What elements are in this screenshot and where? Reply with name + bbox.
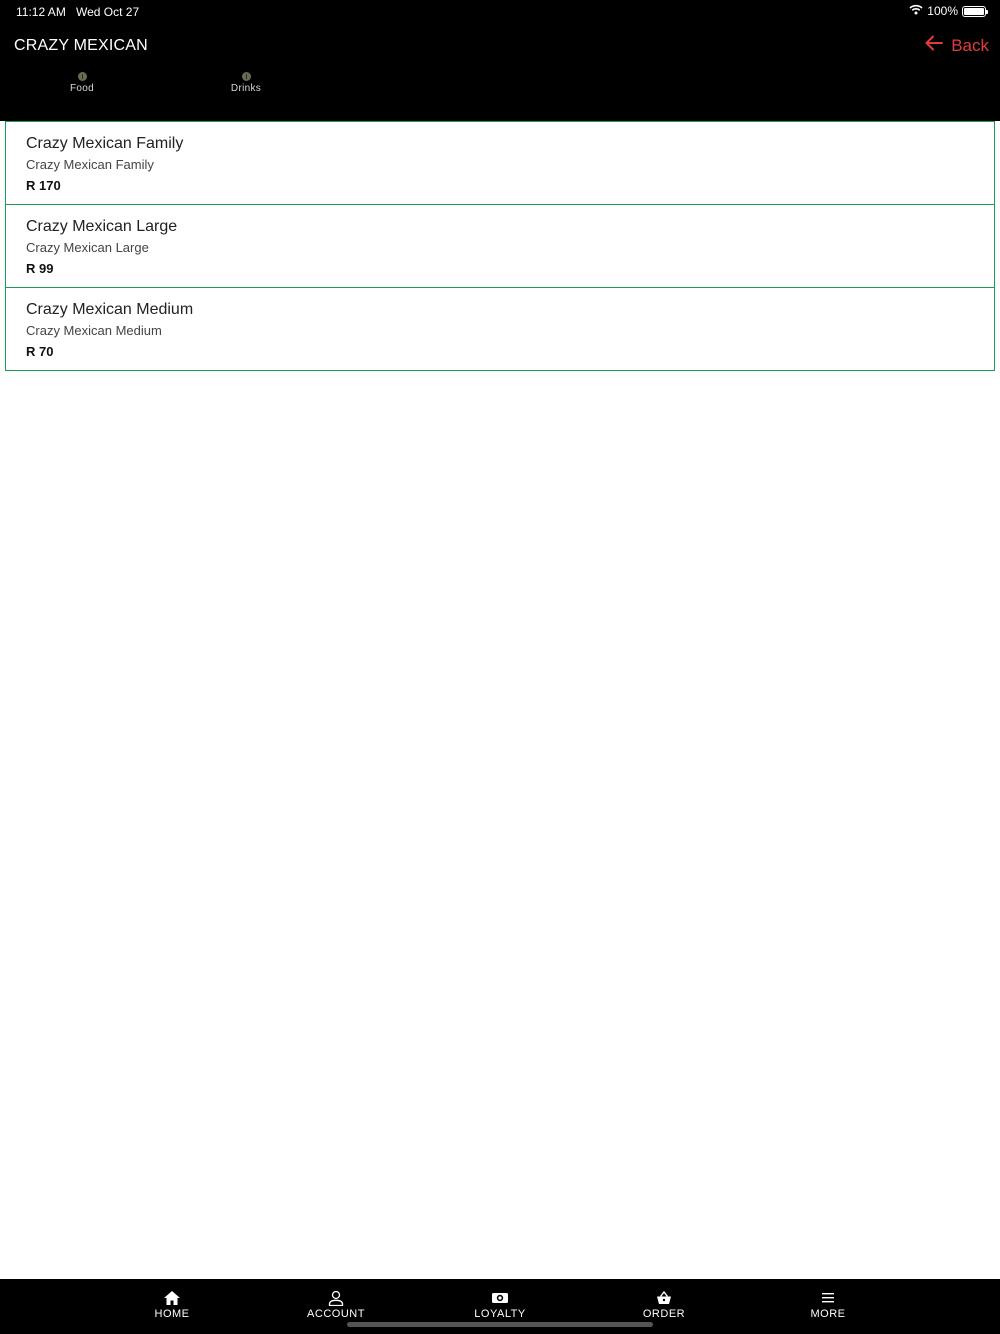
nav-label: ACCOUNT — [307, 1308, 365, 1320]
arrow-left-icon — [925, 35, 943, 56]
menu-item[interactable] — [5, 204, 995, 288]
nav-label: MORE — [810, 1308, 846, 1320]
nav-label: ORDER — [642, 1308, 686, 1320]
battery-percent: 100% — [927, 4, 958, 18]
info-dot-icon — [242, 72, 251, 81]
wifi-icon — [909, 4, 923, 18]
status-date: Wed Oct 27 — [76, 5, 140, 19]
nav-label: LOYALTY — [474, 1308, 526, 1320]
status-time: 11:12 AM — [16, 5, 66, 19]
item-name: Crazy Mexican Family — [26, 135, 184, 152]
item-price: R 170 — [26, 178, 61, 193]
nav-home[interactable] — [112, 1290, 232, 1320]
item-price: R 70 — [26, 344, 54, 359]
item-name: Crazy Mexican Medium — [26, 301, 194, 318]
tab-food[interactable] — [42, 72, 122, 94]
battery-icon — [962, 6, 986, 17]
menu-item[interactable] — [5, 121, 995, 205]
item-description: Crazy Mexican Medium — [26, 323, 162, 338]
top-header — [0, 0, 1000, 121]
home-indicator — [347, 1322, 653, 1327]
info-dot-icon — [78, 72, 87, 81]
back-button[interactable] — [925, 35, 989, 56]
nav-account[interactable] — [276, 1290, 396, 1320]
item-price: R 99 — [26, 261, 54, 276]
menu-icon — [820, 1290, 836, 1306]
account-icon — [328, 1290, 344, 1306]
tab-label: Drinks — [230, 83, 262, 94]
nav-order[interactable] — [604, 1290, 724, 1320]
item-name: Crazy Mexican Large — [26, 218, 178, 235]
status-right — [909, 4, 986, 18]
status-bar — [0, 0, 1000, 24]
category-tabs — [0, 72, 1000, 102]
loyalty-icon — [491, 1290, 509, 1306]
basket-icon — [656, 1290, 672, 1306]
nav-loyalty[interactable] — [440, 1290, 560, 1320]
home-icon — [163, 1290, 181, 1306]
nav-more[interactable] — [768, 1290, 888, 1320]
back-label: Back — [951, 35, 989, 55]
tab-label: Food — [70, 83, 94, 94]
nav-label: HOME — [154, 1308, 190, 1320]
item-description: Crazy Mexican Family — [26, 157, 154, 172]
tab-drinks[interactable] — [206, 72, 286, 94]
menu-item[interactable] — [5, 287, 995, 371]
page-title: CRAZY MEXICAN — [14, 37, 148, 54]
menu-item-list — [5, 121, 995, 371]
item-description: Crazy Mexican Large — [26, 240, 149, 255]
